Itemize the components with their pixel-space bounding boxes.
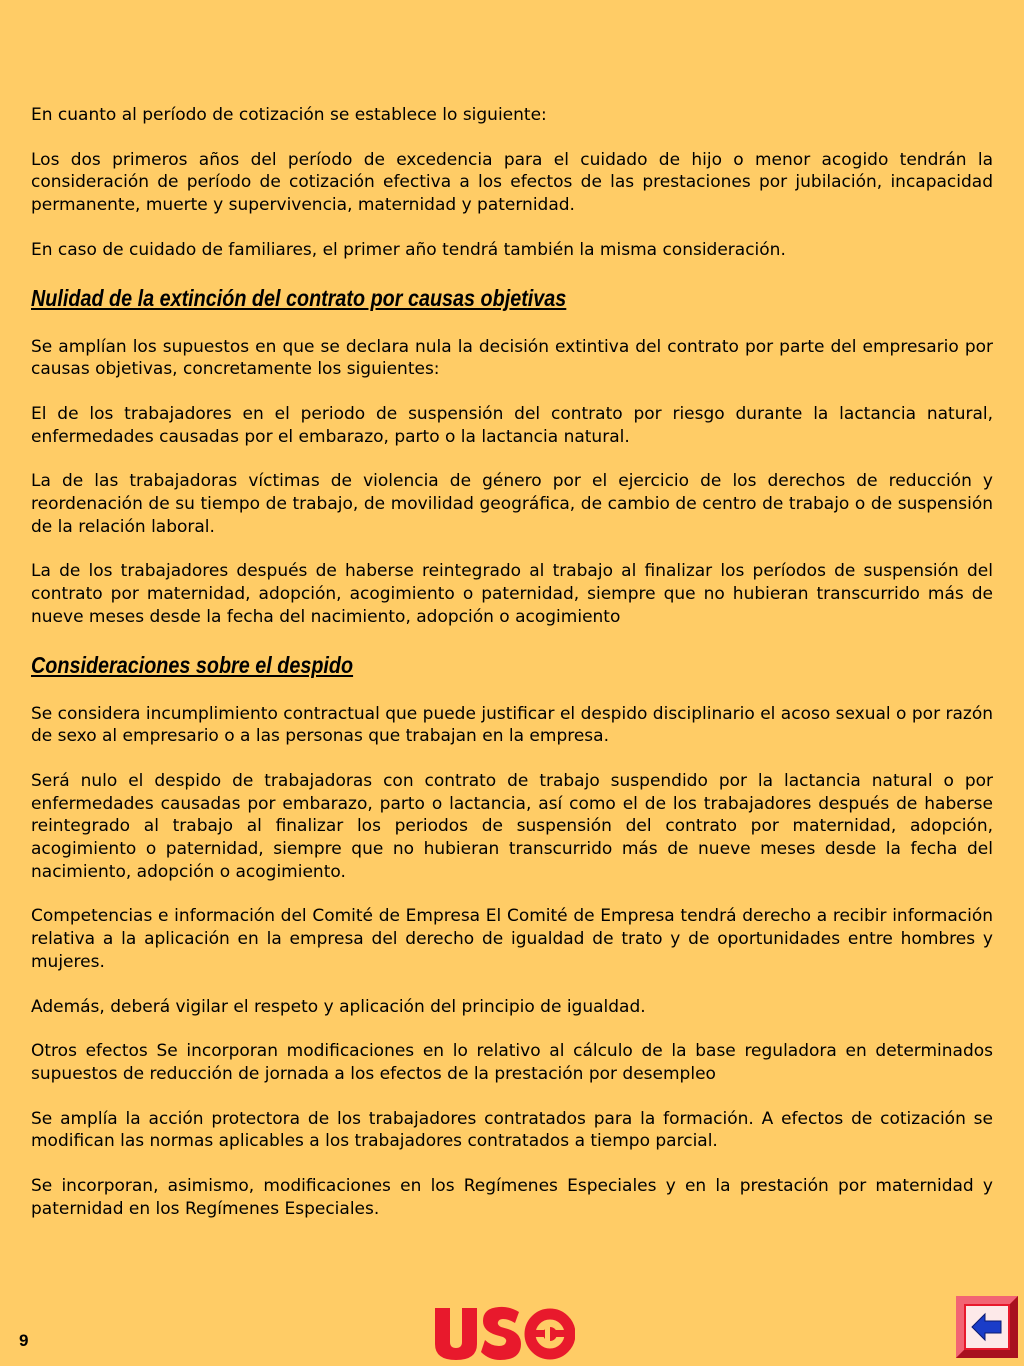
paragraph: Se amplían los supuestos en que se declara nula la decisión extintiva del contrato por parte del empresario por causas objetivas, concretamente los siguientes: [31,336,993,380]
paragraph: La de las trabajadoras víctimas de violencia de género por el ejercicio de los derechos de reducción y reordenación de su tiempo de trabajo, de movilidad geográfica, de cambio de centro de trabajo o de suspensión de la relación laboral. [31,471,993,537]
paragraph: Se incorporan, asimismo, modificaciones en los Regímenes Especiales y en la prestación por maternidad y paternidad en los Regímenes Especiales. [31,1176,993,1219]
section-heading: Nulidad de la extinción del contrato por causas objetivas [31,284,567,311]
paragraph: Otros efectos Se incorporan modificaciones en lo relativo al cálculo de la base reguladora en determinados supuestos de reducción de jornada a los efectos de la prestación por desempleo [31,1041,993,1084]
paragraph: Además, deberá vigilar el respeto y aplicación del principio de igualdad. [31,996,646,1017]
paragraph: En caso de cuidado de familiares, el primer año tendrá también la misma consideración. [31,239,786,260]
uso-logo [433,1304,575,1362]
back-button[interactable] [956,1296,1018,1358]
paragraph: El de los trabajadores en el periodo de suspensión del contrato por riesgo durante la lactancia natural, enfermedades causadas por el embarazo, parto o la lactancia natural. [31,403,993,447]
paragraph: Los dos primeros años del período de excedencia para el cuidado de hijo o menor acogido tendrán la consideración de período de cotización efectiva a los efectos de las prestaciones por jubilación, incapacidad permanente, muerte y supervivencia, maternidad y paternidad. [31,149,993,216]
left-arrow-icon [956,1296,1018,1358]
paragraph: Se considera incumplimiento contractual que puede justificar el despido disciplinario el acoso sexual o por razón de sexo al empresario o a las personas que trabajan en la empresa. [31,703,993,747]
section-heading: Consideraciones sobre el despido [31,651,354,678]
logo-text [433,1304,548,1362]
paragraph: En cuanto al período de cotización se establece lo siguiente: [31,105,547,125]
page-number: 9 [19,1331,29,1350]
paragraph: Será nulo el despido de trabajadoras con contrato de trabajo suspendido por la lactancia natural o por enfermedades causadas por embarazo, parto o lactancia, así como el de los trabajadores después de haberse reintegrado al trabajo al finalizar los periodos de suspensión del contrato por maternidad, adopción, acogimiento o paternidad, siempre que no hubieran transcurrido más de nueve meses desde la fecha del nacimiento, adopción o acogimiento. [31,770,993,882]
paragraph: Se amplía la acción protectora de los trabajadores contratados para la formación. A efectos de cotización se modifican las normas aplicables a los trabajadores contratados a tiempo parcial. [31,1108,993,1152]
paragraph: La de los trabajadores después de haberse reintegrado al trabajo al finalizar los períodos de suspensión del contrato por maternidad, adopción, acogimiento o paternidad, siempre que no hubieran transcurrido más de nueve meses desde la fecha del nacimiento, adopción o acogimiento [31,561,993,627]
paragraph: Competencias e información del Comité de Empresa El Comité de Empresa tendrá derecho a recibir información relativa a la aplicación en la empresa del derecho de igualdad de trato y de oportunidades entre hombres y mujeres. [31,906,993,972]
document-body [31,104,993,1243]
